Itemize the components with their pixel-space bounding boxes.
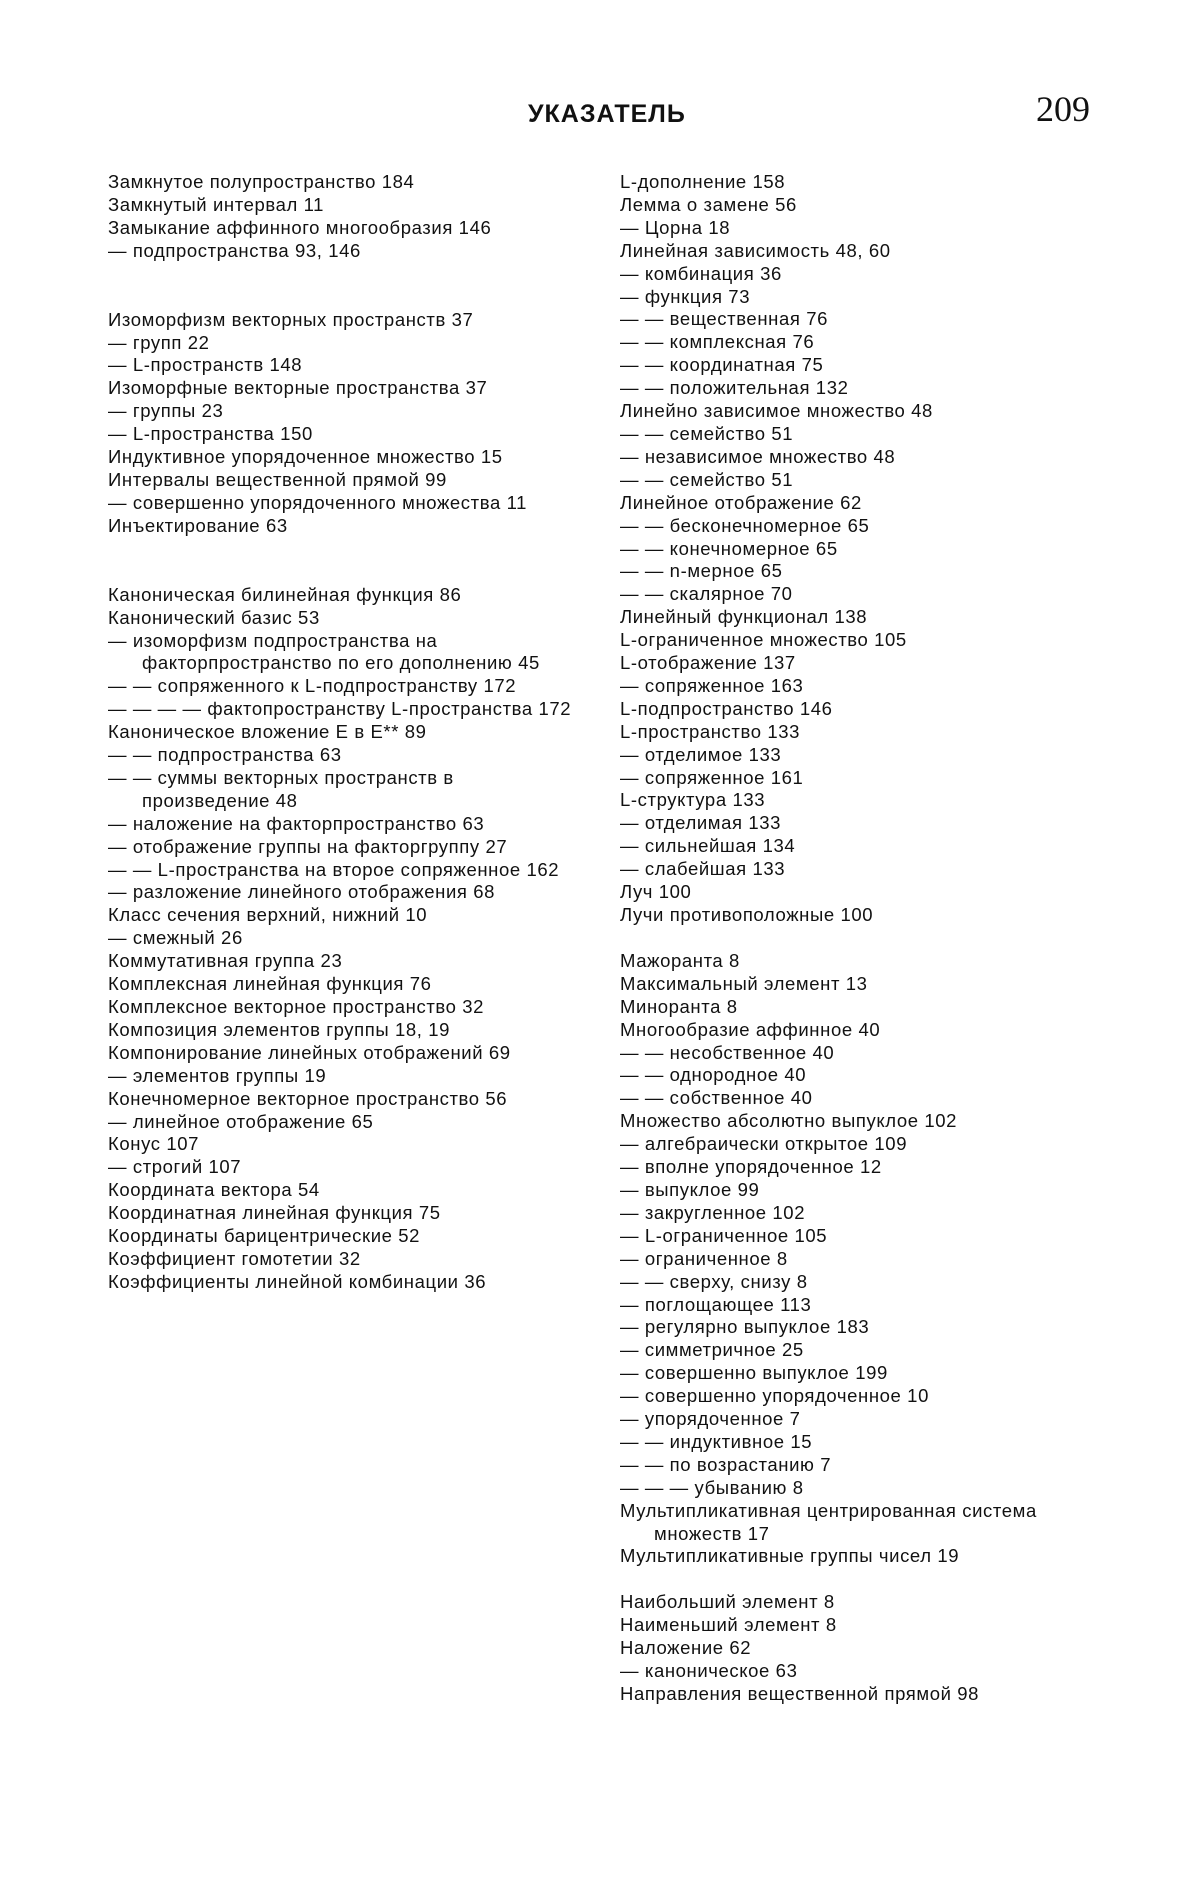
index-entry: Линейное отображение 62: [620, 491, 862, 513]
index-entry: — — положительная 132: [620, 377, 849, 399]
index-entry: Индуктивное упорядоченное множество 15: [108, 446, 503, 468]
index-entry: Изоморфизм векторных пространств 37: [108, 308, 474, 330]
index-entry: Луч 100: [620, 881, 692, 903]
index-entry: L-отображение 137: [620, 652, 796, 674]
index-entry: Комплексное векторное пространство 32: [108, 996, 485, 1017]
index-entry: Замыкание аффинного многообразия 146: [108, 216, 492, 238]
index-entry: — — собственное 40: [620, 1087, 813, 1109]
index-entry: Мультипликативные группы чисел 19: [620, 1545, 960, 1567]
index-entry: Миноранта 8: [620, 995, 738, 1017]
index-entry: Мультипликативная центрированная система множеств 17: [620, 1499, 1037, 1544]
index-entry: Компонирование линейных отображений 69: [108, 1041, 511, 1063]
index-entry: — отображение группы на факторгруппу 27: [108, 835, 508, 857]
index-entry: Конечномерное векторное пространство 56: [108, 1087, 508, 1109]
index-entry: — вполне упорядоченное 12: [620, 1156, 882, 1178]
index-entry: — Цорна 18: [620, 216, 731, 238]
index-entry: Конус 107: [108, 1133, 199, 1155]
index-entry: Координатная линейная функция 75: [108, 1202, 441, 1224]
index-column-left: [108, 171, 580, 1294]
section-gap: [620, 1568, 1090, 1591]
index-entry: — — однородное 40: [620, 1064, 807, 1086]
index-entry: — регулярно выпуклое 183: [620, 1316, 870, 1338]
index-entry: Замкнутое полупространство 184: [108, 171, 415, 192]
index-entry: Множество абсолютно выпуклое 102: [620, 1110, 958, 1132]
index-entry: L-ограниченное множество 105: [620, 629, 907, 651]
index-entry: — — индуктивное 15: [620, 1430, 813, 1452]
index-entry: Лучи противоположные 100: [620, 904, 874, 925]
index-entry: Наименьший элемент 8: [620, 1614, 837, 1636]
index-entry: — L-пространств 148: [108, 354, 303, 376]
index-entry: Инъектирование 63: [108, 514, 288, 536]
index-entry: — симметричное 25: [620, 1339, 804, 1361]
index-column-right: [620, 171, 1090, 1706]
index-entry: Наибольший элемент 8: [620, 1591, 835, 1613]
index-entry: Класс сечения верхний, нижний 10: [108, 904, 428, 926]
index-entry: Комплексная линейная функция 76: [108, 973, 432, 995]
index-entry: L-дополнение 158: [620, 171, 786, 192]
index-entry: L-подпространство 146: [620, 697, 833, 719]
page-number: 209: [1036, 89, 1090, 129]
index-entry: Изоморфные векторные пространства 37: [108, 377, 488, 399]
index-entry: — совершенно упорядоченное 10: [620, 1385, 929, 1407]
index-entry: — закругленное 102: [620, 1201, 806, 1223]
index-entry: Лемма о замене 56: [620, 193, 797, 215]
index-entry: — отделимая 133: [620, 812, 782, 834]
index-entry: Линейный функционал 138: [620, 606, 868, 628]
index-entry: Интервалы вещественной прямой 99: [108, 468, 447, 490]
index-entry: — — координатная 75: [620, 354, 824, 376]
index-entry: — упорядоченное 7: [620, 1408, 801, 1430]
index-entry: Коммутативная группа 23: [108, 950, 343, 972]
index-entry: — функция 73: [620, 285, 751, 307]
index-entry: Замкнутый интервал 11: [108, 193, 325, 215]
index-entry: Каноническая билинейная функция 86: [108, 583, 462, 605]
index-entry: — ограниченное 8: [620, 1247, 788, 1269]
index-entry: Наложение 62: [620, 1637, 752, 1659]
index-entry: — совершенно выпуклое 199: [620, 1362, 888, 1384]
index-entry: — сопряженное 161: [620, 766, 804, 788]
index-entry: — — по возрастанию 7: [620, 1453, 832, 1475]
index-entry: — — бесконечномерное 65: [620, 514, 870, 536]
index-entry: — — конечномерное 65: [620, 537, 838, 559]
index-entry: Каноническое вложение E в E** 89: [108, 721, 427, 743]
index-entry: — каноническое 63: [620, 1660, 798, 1682]
index-entry: — — n-мерное 65: [620, 560, 783, 582]
index-entry: — совершенно упорядоченного множества 11: [108, 491, 527, 513]
index-entry: L-пространство 133: [620, 720, 801, 742]
index-entry: — наложение на факторпространство 63: [108, 812, 485, 834]
index-entry: — — семейство 51: [620, 422, 794, 444]
index-entry: — группы 23: [108, 400, 224, 422]
index-entry: — поглощающее 113: [620, 1293, 812, 1315]
index-entry: Канонический базис 53: [108, 606, 320, 628]
index-entry: — строгий 107: [108, 1156, 242, 1178]
running-title: УКАЗАТЕЛЬ: [528, 100, 686, 128]
index-entry: — комбинация 36: [620, 262, 782, 284]
index-entry: Координаты барицентрические 52: [108, 1225, 421, 1247]
index-entry: — элементов группы 19: [108, 1064, 327, 1086]
index-entry: — отделимое 133: [620, 743, 782, 765]
index-entry: — L-ограниченное 105: [620, 1224, 828, 1246]
index-entry: — — несобственное 40: [620, 1041, 835, 1063]
index-entry: — алгебраически открытое 109: [620, 1133, 908, 1155]
index-entry: — сильнейшая 134: [620, 835, 796, 857]
index-entry: — — сверху, снизу 8: [620, 1270, 808, 1292]
index-entry: — — — убыванию 8: [620, 1476, 804, 1498]
index-entry: Максимальный элемент 13: [620, 972, 868, 994]
index-entry: L-структура 133: [620, 789, 766, 811]
index-entry: Мажоранта 8: [620, 949, 740, 971]
index-entry: — разложение линейного отображения 68: [108, 881, 496, 903]
index-entry: — выпуклое 99: [620, 1178, 760, 1200]
index-entry: — — — — фактопространству L-пространства 172: [108, 698, 572, 720]
index-entry: — сопряженное 163: [620, 674, 804, 696]
index-entry: Многообразие аффинное 40: [620, 1018, 881, 1040]
index-entry: — L-пространства 150: [108, 423, 313, 445]
index-entry: Коэффициент гомотетии 32: [108, 1247, 361, 1269]
index-entry: — смежный 26: [108, 927, 243, 949]
index-entry: — групп 22: [108, 331, 210, 353]
index-entry: — независимое множество 48: [620, 445, 896, 467]
index-entry: Линейная зависимость 48, 60: [620, 239, 891, 261]
index-entry: — — комплексная 76: [620, 331, 815, 353]
index-entry: — — вещественная 76: [620, 308, 828, 330]
index-entry: — — подпространства 63: [108, 744, 342, 766]
index-entry: — слабейшая 133: [620, 858, 786, 880]
index-entry: — — семейство 51: [620, 468, 794, 490]
index-entry: — изоморфизм подпространства на факторпространство по его дополнению 45: [108, 629, 540, 674]
index-entry: — — скалярное 70: [620, 583, 793, 605]
index-entry: Линейно зависимое множество 48: [620, 400, 933, 422]
index-entry: — линейное отображение 65: [108, 1110, 374, 1132]
index-entry: — — суммы векторных пространств в произведение 48: [108, 766, 454, 811]
index-entry: Координата вектора 54: [108, 1179, 320, 1201]
index-entry: Композиция элементов группы 18, 19: [108, 1018, 451, 1040]
section-gap: [108, 538, 580, 584]
index-entry: — — сопряженного к L-подпространству 172: [108, 675, 517, 697]
index-entry: — подпространства 93, 146: [108, 239, 361, 261]
page-header: [0, 88, 1200, 148]
index-entry: Направления вещественной прямой 98: [620, 1683, 980, 1704]
index-entry: Коэффициенты линейной комбинации 36: [108, 1270, 487, 1292]
section-gap: [108, 263, 580, 309]
section-gap: [620, 927, 1090, 950]
index-entry: — — L-пространства на второе сопряженное 162: [108, 858, 560, 880]
